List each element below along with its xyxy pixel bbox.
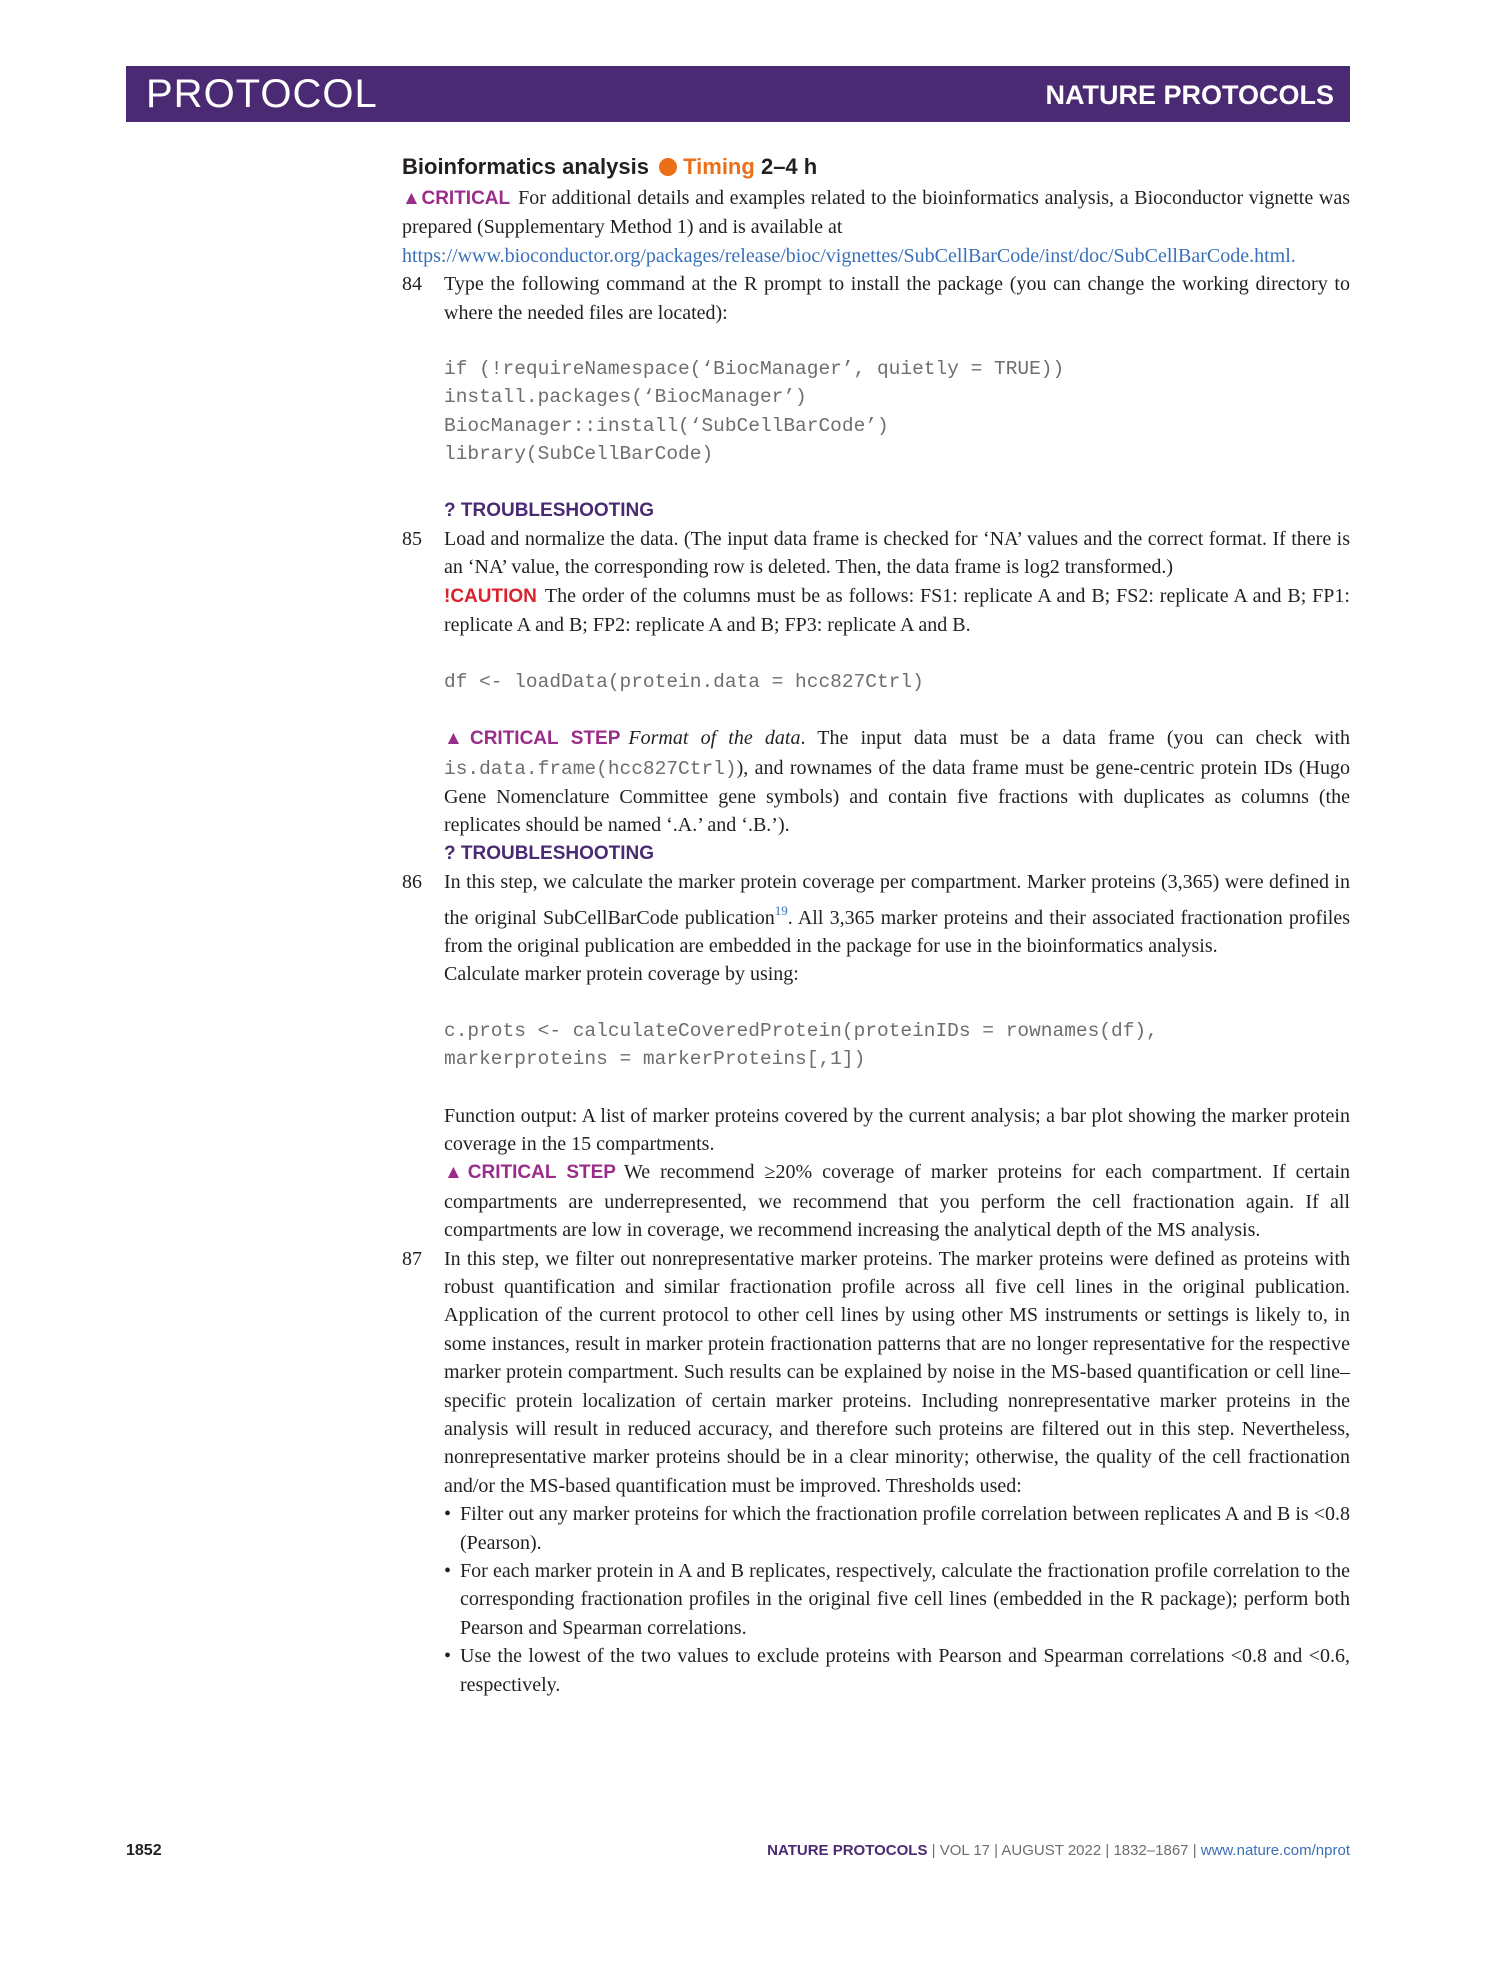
critical-text: We recommend ≥20% coverage of marker proteins for each compartment. If certain compartments are underrepresented, we recommend that you perform the cell fractionation again. If all compartments are low in coverage, we recommend increasing the analytical depth of the MS analysis. (444, 1161, 1350, 1242)
step-number: 86 (402, 871, 422, 894)
heading-title: Bioinformatics analysis (402, 154, 649, 179)
article-body (402, 150, 1350, 1699)
list-item-text: Filter out any marker proteins for which the fractionation profile correlation between replicates A and B is <0.8 (Pearson). (460, 1503, 1350, 1554)
step-text: Calculate marker protein coverage by using: (444, 963, 799, 986)
section-heading (402, 150, 1350, 184)
caution-note (444, 582, 1350, 640)
journal-name: NATURE PROTOCOLS (1045, 80, 1334, 110)
critical-text: ), and rownames of the data frame must be gene-centric protein IDs (Hugo Gene Nomenclature Committee gene symbols) and contain five fractions with duplicates as columns (the replicates should be named ‘.A.’ and ‘.B.’). (444, 756, 1350, 837)
section-label: PROTOCOL (146, 72, 378, 116)
step-text-part: In this step, we calculate the marker protein coverage per compartment. Marker proteins (3,365) were defined in the original SubCellBarCode publication (444, 871, 1350, 929)
step-number: 84 (402, 273, 422, 296)
code-line: markerproteins = markerProteins[,1]) (444, 1048, 866, 1071)
footer-pages: 1832–1867 (1113, 1842, 1189, 1859)
critical-step-note (444, 724, 1350, 840)
footer-url[interactable]: www.nature.com/nprot (1200, 1842, 1350, 1859)
footer-journal: NATURE PROTOCOLS (767, 1842, 928, 1859)
step-text (444, 868, 1350, 960)
footer-volume: VOL 17 (939, 1842, 991, 1859)
troubleshooting-label: ? TROUBLESHOOTING (444, 842, 655, 864)
function-output: Function output: A list of marker proteins covered by the current analysis; a bar plot showing the marker protein coverage in the 15 compartments. (444, 1104, 1350, 1155)
step-84 (402, 270, 1350, 525)
step-number: 85 (402, 528, 422, 551)
header-banner (126, 66, 1350, 122)
critical-step-label: ▲CRITICAL STEP (444, 728, 621, 750)
list-item: • For each marker protein in A and B replicates, respectively, calculate the fractionation profile correlation to the corresponding fractionation profiles in the original five cell lines (embedded in the R package); perform both Pearson and Spearman correlations. (444, 1560, 1350, 1639)
footer-date: AUGUST 2022 (1001, 1842, 1102, 1859)
code-line: library(SubCellBarCode) (444, 443, 714, 466)
code-line: df <- loadData(protein.data = hcc827Ctrl) (444, 670, 924, 693)
inline-code: is.data.frame(hcc827Ctrl) (444, 757, 737, 780)
intro-text: For additional details and examples related to the bioinformatics analysis, a Bioconductor vignette was prepared (Supplementary Method 1) and is available at (402, 187, 1350, 239)
critical-step-note (444, 1158, 1350, 1244)
critical-italic: Format of the data (628, 727, 801, 750)
caution-text: The order of the columns must be as follows: FS1: replicate A and B; FS2: replicate A and B; FP1: replicate A and B; FP2: replicate A and B; FP3: replicate A and B. (444, 584, 1350, 637)
code-line: if (!requireNamespace(‘BiocManager’, quietly = TRUE)) (444, 358, 1065, 381)
list-item: • Filter out any marker proteins for which the fractionation profile correlation between replicates A and B is <0.8 (Pearson). (444, 1503, 1350, 1554)
code-line: BiocManager::install(‘SubCellBarCode’) (444, 414, 889, 437)
critical-step-label: ▲CRITICAL STEP (444, 1162, 616, 1184)
critical-text: . The input data must be a data frame (you can check with (800, 727, 1350, 750)
vignette-link[interactable]: https://www.bioconductor.org/packages/release/bioc/vignettes/SubCellBarCode/inst/doc/SubCellBarCode.html. (402, 244, 1296, 267)
list-item: • Use the lowest of the two values to exclude proteins with Pearson and Spearman correlations <0.8 and <0.6, respectively. (444, 1645, 1350, 1696)
intro-critical (402, 184, 1350, 242)
step-text: In this step, we filter out nonrepresentative marker proteins. The marker proteins were defined as proteins with robust quantification and similar fractionation profile across all five cell lines in the original publication. Application of the current protocol to other cell lines by using other MS instruments or settings is likely to, in some instances, result in marker protein fractionation patterns that are no longer representative for the respective marker protein compartment. Such results can be explained by noise in the MS-based quantification or cell line–specific protein localization of certain marker proteins. Including nonrepresentative marker proteins in the analysis will result in reduced accuracy, and therefore such proteins are filtered out in this step. Nevertheless, nonrepresentative marker proteins should be in a clear minority; otherwise, the quality of the cell fractionation and/or the MS-based quantification must be improved. Thresholds used: (444, 1247, 1350, 1497)
step-87 (402, 1245, 1350, 1700)
list-item-text: Use the lowest of the two values to exclude proteins with Pearson and Spearman correlations <0.8 and <0.6, respectively. (460, 1645, 1350, 1696)
step-85 (402, 525, 1350, 868)
step-text: Load and normalize the data. (The input data frame is checked for ‘NA’ values and the correct format. If there is an ‘NA’ value, the corresponding row is deleted. Then, the data frame is log2 transformed.) (444, 528, 1350, 579)
critical-label: ▲CRITICAL (402, 188, 511, 209)
timing-label: Timing (683, 154, 755, 179)
caution-label: !CAUTION (444, 585, 537, 607)
citation-line: NATURE PROTOCOLS | VOL 17 | AUGUST 2022 | 1832–1867 | www.nature.com/nprot (767, 1842, 1350, 1859)
list-item-text: For each marker protein in A and B replicates, respectively, calculate the fractionation profile correlation to the corresponding fractionation profiles in the original five cell lines (embedded in the R package); perform both Pearson and Spearman correlations. (460, 1560, 1350, 1639)
vignette-link-block (402, 242, 1350, 270)
code-line: install.packages(‘BiocManager’) (444, 386, 807, 409)
timing-dot-icon (659, 158, 677, 176)
step-text-part: . All 3,365 marker proteins and their associated fractionation profiles from the original publication are embedded in the package for use in the bioinformatics analysis. (444, 906, 1350, 957)
step-text: Type the following command at the R prompt to install the package (you can change the working directory to where the needed files are located): (444, 273, 1350, 324)
reference-superscript[interactable]: 19 (774, 902, 788, 918)
timing-value: 2–4 h (760, 154, 818, 179)
step-number: 87 (402, 1247, 422, 1270)
step-86 (402, 868, 1350, 1244)
code-line: c.prots <- calculateCoveredProtein(proteinIDs = rownames(df), (444, 1019, 1158, 1042)
troubleshooting-label: ? TROUBLESHOOTING (444, 499, 655, 521)
page-number: 1852 (126, 1842, 162, 1859)
